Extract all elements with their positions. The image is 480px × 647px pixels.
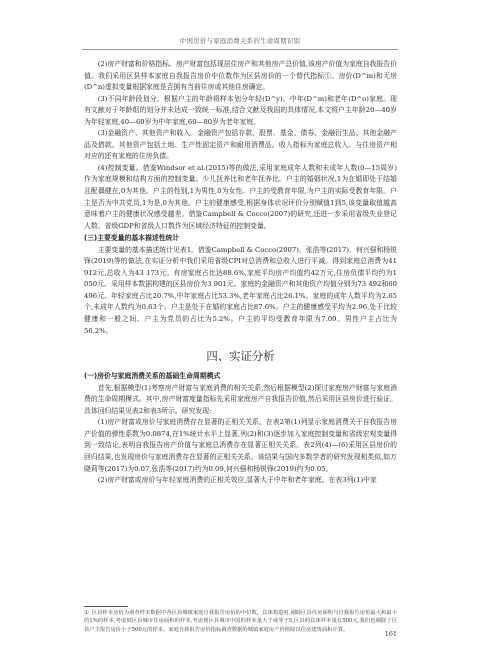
section-title: 四、实证分析 (206, 349, 275, 364)
paragraph-empirical-intro: 首先,根据模型(1)考察房产财富与家庭消费的相关关系,然后根据模型(2)探讨家庭房产财富与家庭消费的生命周期模式。其中,房产财富度量指标先采用家庭房产自我报告价值,然后采用区县房价进行验证。具体回归结果见表2和表3所示。研究发现: (84, 383, 397, 415)
paragraph-finding-2: (2)房产财富或房价与年轻家庭消费的正相关效应,显著大于中年和老年家庭。在表3列(1)中家 (97, 476, 377, 485)
paragraph-financial-assets: (3)金融资产、其他资产和收入。金融资产包括存款、股票、基金、债券、金融衍生品、其他金融产品及借款。其他资产包括土地、生产性固定资产和耐用消费品。收入指标为家庭总收入。与住房资产相对应的还有家庭的住房负债。 (84, 129, 397, 161)
paragraph-age-groups: (3)不同年龄段划分。根据户主的年龄将样本划分年轻(D^y)、中年(D^m)和老年(D^o)家庭。现有文献对于年龄组的划分并未达成一致统一标准,结合文献及我国的具体情况,本文将户主年龄20—40岁为年轻家庭,40—60岁为中年家庭,60—80岁为老年家庭。 (84, 94, 397, 126)
footnote-text: 区县样本房价为调查样本数据中各区县城镇家庭自我报告房价的中位数。具体构造时,剔除区县住房面积与自我报告房价最大和最小的1%的样本,考虑到区县城市住房面积的样本,考虑到区县城市中国的样本量大于或等于5,区县的具体样本量在500元,我们也剔除了区县户主报告房价小于500元的样本。家庭自我报告房价指标调查数据的城镇家庭房产价值除以住房建筑面积计算。 (84, 610, 397, 633)
paragraph-property-wealth: (2)房产财富和价格指标。房产财富包括现居住房产和其他房产总价值,该房产价值为家庭自我报告价值。我们采用区县样本家庭自我报告房价中位数作为区县房价的一个替代指标①。房价(D^m)和无房(D^n)虚拟变量根据家庭是否拥有当前住房或其他住房确定。 (84, 60, 397, 92)
footnote-mark: ① (84, 610, 89, 616)
running-header: 中国房价与家庭消费关系的生命周期识别 (179, 37, 301, 45)
footnote-rule (84, 606, 128, 607)
subsection-heading-lifecycle: (一)房价与家庭消费关系的基础生命周期模式 (84, 372, 221, 381)
subsection-heading-descriptive-stats: (三)主要变量的基本描述性统计 (84, 234, 180, 243)
footnote (84, 609, 397, 634)
paragraph-descriptive-stats: 主要变量的基本描述统计见表1。借鉴Campbell & Cocco(2007)、张浩等(2017)、何兴强和杨锐锋(2019)等的做法,在实证分析中我们采用省级CPI对总消费和总收入进行平减。得到家庭总消费为41 912元,总收入为43 173元。有房家庭占比达88.6%,家庭平均房产均值约42万元,住房负债平均约为1 050元。采用样本数据构建的区县房价为3 901元。家庭的金融资产和其他资产均值分别为73 492和60 496元。年轻家庭占比20.7%,中年家庭占比53.3%,老年家庭占比26.1%。家庭的成年人数平均为2.65个,未成年人数约为0.63个。户主是处于在婚的家庭占比87.6%。户主的健康感受平均为2.96,处于比较健康和一般之间。户主为党员的占比为5.2%。户主的平均受教育年限为7.09。男性户主占比为56.2%。 (84, 245, 397, 335)
paragraph-control-variables: (4)控制变量。借鉴Windsor et al.(2015)等的做法,采用家庭成年人数和未成年人数(0—15周岁)作为家庭规模和结构方面的控制变量。少儿抚养比和老年抚养比。户主的婚姻状况,1为在婚即处于结婚且配偶健在,0为其他。户主的性别,1为男性,0为女性。户主的受教育年限,为户主的实际受教育年限。户主是否为中共党员,1为是,0为其他。户主的健康感受,根据身体状况评价分别赋值1到5,该变量取值越高意味着户主的健康状况感受越差。借鉴Campbell & Cocco(2007)的研究,还进一步采用省级失业登记人数、省级GDP和省级人口数作为区域经济特征的控制变量。 (84, 163, 397, 230)
paragraph-finding-1: (1)房产财富或房价与家庭消费存在显著的正相关关系。在表2第(1)列显示家庭消费关于自我报告房产价值的弹性系数为0.0874,在1%统计水平上显著,列(2)和(3)逐步加入家庭控制变量和省级宏观变量得到一致结论,表明自我报告房产价值与家庭总消费存在显著正相关关系。表2列(4)—(6)采用区县房价的回归结果,也发现房价与家庭消费存在显著的正相关关系。该结果与国内多数学者的研究发现相类似,如万晓莉等(2017)为0.07,张浩等(2017)约为0.09,何兴强和杨锐锋(2019)约为0.05。 (84, 418, 397, 473)
page-number: 161 (384, 630, 397, 638)
body-text (84, 59, 397, 487)
header-rule (82, 49, 398, 50)
